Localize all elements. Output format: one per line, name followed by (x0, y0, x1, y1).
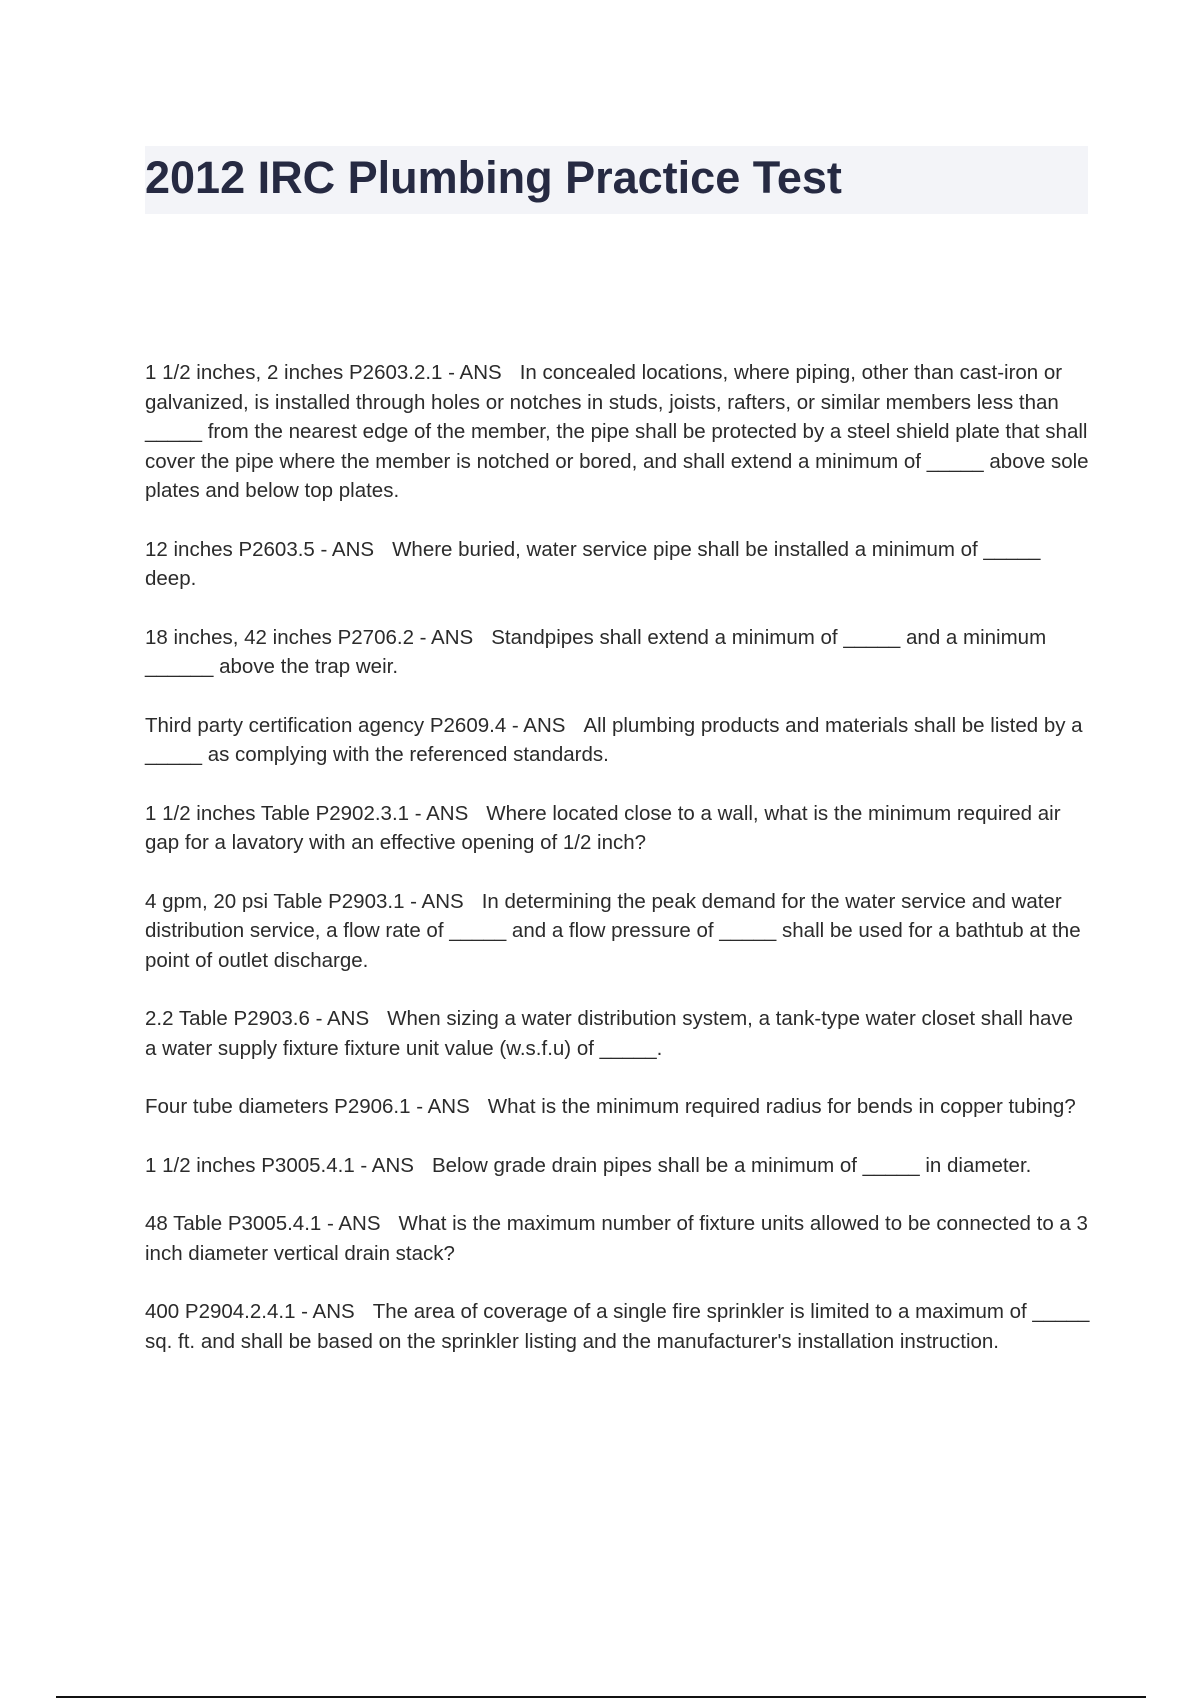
qa-item (145, 1297, 1090, 1356)
qa-question: What is the maximum number of fixture units allowed to be connected to a 3 inch diameter vertical drain stack? (145, 1212, 1088, 1265)
qa-answer: Four tube diameters P2906.1 - ANS (145, 1095, 470, 1118)
page-bottom-rule (56, 1696, 1146, 1698)
qa-item (145, 887, 1090, 976)
qa-answer: 1 1/2 inches, 2 inches P2603.2.1 - ANS (145, 361, 502, 384)
qa-question: Below grade drain pipes shall be a minimum of _____ in diameter. (431, 1153, 1032, 1177)
qa-answer: 400 P2904.2.4.1 - ANS (145, 1300, 355, 1323)
qa-item (145, 1209, 1090, 1268)
qa-item (145, 711, 1090, 770)
qa-answer: 18 inches, 42 inches P2706.2 - ANS (145, 625, 474, 649)
qa-question: The area of coverage of a single fire sprinkler is limited to a maximum of _____ sq. ft. and shall be based on the sprinkler listing and the manufacturer's installation instruction. (145, 1300, 1090, 1353)
qa-item (145, 623, 1090, 682)
qa-item (145, 1092, 1090, 1122)
qa-item (145, 799, 1090, 858)
qa-answer: 1 1/2 inches Table P2902.3.1 - ANS (145, 801, 469, 825)
qa-question: All plumbing products and materials shall be listed by a _____ as complying with the referenced standards. (145, 713, 1083, 766)
title-banner (145, 146, 1088, 214)
qa-item (145, 1151, 1090, 1181)
qa-question: In concealed locations, where piping, other than cast-iron or galvanized, is installed through holes or notches in studs, joists, rafters, or similar members less than _____ from the nearest edge of the member, the pipe shall be protected by a steel shield plate that shall cover the pipe where the member is notched or bored, and shall extend a minimum of _____ above sole plates and below top plates. (145, 361, 1089, 502)
qa-answer: 48 Table P3005.4.1 - ANS (145, 1212, 381, 1235)
document-title: 2012 IRC Plumbing Practice Test (145, 152, 842, 203)
qa-answer: 2.2 Table P2903.6 - ANS (145, 1007, 370, 1030)
qa-item (145, 1004, 1090, 1063)
qa-item (145, 535, 1090, 594)
qa-item (145, 358, 1090, 506)
qa-question: Where located close to a wall, what is the minimum required air gap for a lavatory with an effective opening of 1/2 inch? (145, 801, 1061, 854)
qa-answer: 4 gpm, 20 psi Table P2903.1 - ANS (145, 889, 464, 913)
qa-answer: 12 inches P2603.5 - ANS (145, 537, 375, 561)
qa-answer: 1 1/2 inches P3005.4.1 - ANS (145, 1153, 414, 1177)
qa-answer: Third party certification agency P2609.4 - ANS (145, 713, 566, 737)
qa-question: When sizing a water distribution system, a tank-type water closet shall have a water supply fixture fixture unit value (w.s.f.u) of _____. (145, 1007, 1074, 1060)
qa-question: In determining the peak demand for the water service and water distribution service, a flow rate of _____ and a flow pressure of _____ shall be used for a bathtub at the point of outlet discharge. (145, 889, 1081, 972)
qa-question: Standpipes shall extend a minimum of _____ and a minimum ______ above the trap weir. (145, 625, 1047, 678)
qa-list (145, 358, 1090, 1385)
qa-question: What is the minimum required radius for bends in copper tubing? (487, 1095, 1076, 1118)
qa-question: Where buried, water service pipe shall be installed a minimum of _____ deep. (145, 537, 1041, 590)
